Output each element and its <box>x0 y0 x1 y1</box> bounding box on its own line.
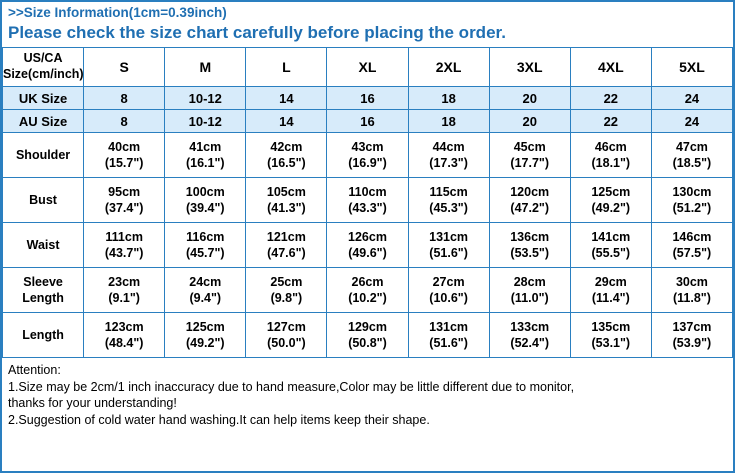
bust-5xl <box>651 178 732 223</box>
bust-xl <box>327 178 408 223</box>
bust-xl-inch: (43.3") <box>348 201 387 215</box>
length-4xl-inch: (53.1") <box>591 336 631 350</box>
sleeve-length-m-inch: (9.4") <box>189 291 222 305</box>
table-header-row <box>3 48 733 87</box>
waist-4xl <box>570 223 651 268</box>
corner-label-cell <box>3 48 84 87</box>
waist-xl-cm: 126cm <box>348 229 387 244</box>
shoulder-5xl-cm: 47cm <box>675 139 708 154</box>
sleeve-length-s <box>84 268 165 313</box>
waist-3xl <box>489 223 570 268</box>
shoulder-l-cm: 42cm <box>270 139 303 154</box>
row-label-uk-size: UK Size <box>3 87 84 110</box>
shoulder-m <box>165 133 246 178</box>
shoulder-m-cm: 41cm <box>189 139 222 154</box>
waist-4xl-cm: 141cm <box>591 229 631 244</box>
attention-section <box>2 358 733 428</box>
length-2xl <box>408 313 489 358</box>
waist-5xl-cm: 146cm <box>672 229 712 244</box>
bust-5xl-cm: 130cm <box>672 184 712 199</box>
length-5xl-inch: (53.9") <box>672 336 712 350</box>
row-label-length: Length <box>3 313 84 358</box>
length-m <box>165 313 246 358</box>
bust-xl-cm: 110cm <box>348 184 387 199</box>
waist-3xl-inch: (53.5") <box>510 246 549 260</box>
uk-size-l: 14 <box>246 87 327 110</box>
length-4xl <box>570 313 651 358</box>
length-4xl-cm: 135cm <box>591 319 631 334</box>
waist-s <box>84 223 165 268</box>
shoulder-4xl-inch: (18.1") <box>591 156 631 170</box>
waist-m-inch: (45.7") <box>185 246 225 260</box>
attention-title: Attention: <box>8 363 61 377</box>
attention-line-2: thanks for your understanding! <box>8 396 177 410</box>
shoulder-5xl <box>651 133 732 178</box>
waist-s-inch: (43.7") <box>104 246 144 260</box>
table-row-bust <box>3 178 733 223</box>
table-row-waist <box>3 223 733 268</box>
corner-label-line2: Size(cm/inch) <box>3 67 84 81</box>
sleeve-length-2xl-inch: (10.6") <box>429 291 468 305</box>
sleeve-length-xl <box>327 268 408 313</box>
table-row-sleeve-length <box>3 268 733 313</box>
au-size-2xl: 18 <box>408 110 489 133</box>
uk-size-xl: 16 <box>327 87 408 110</box>
length-3xl-cm: 133cm <box>510 319 550 334</box>
waist-3xl-cm: 136cm <box>510 229 550 244</box>
bust-2xl-cm: 115cm <box>429 184 468 199</box>
shoulder-l <box>246 133 327 178</box>
row-label-au-size: AU Size <box>3 110 84 133</box>
corner-label-line1: US/CA <box>23 51 63 66</box>
bust-2xl-inch: (45.3") <box>429 201 468 215</box>
shoulder-5xl-inch: (18.5") <box>672 156 712 170</box>
length-5xl <box>651 313 732 358</box>
waist-l-cm: 121cm <box>266 229 306 244</box>
shoulder-3xl-inch: (17.7") <box>510 156 549 170</box>
waist-s-cm: 111cm <box>105 229 143 244</box>
waist-l-inch: (47.6") <box>267 246 306 260</box>
shoulder-xl <box>327 133 408 178</box>
length-3xl <box>489 313 570 358</box>
waist-2xl-cm: 131cm <box>429 229 469 244</box>
sleeve-length-xl-inch: (10.2") <box>348 291 387 305</box>
length-xl-cm: 129cm <box>348 319 387 334</box>
waist-2xl-inch: (51.6") <box>429 246 468 260</box>
waist-4xl-inch: (55.5") <box>591 246 631 260</box>
table-row-shoulder <box>3 133 733 178</box>
column-header-xl: XL <box>327 48 408 87</box>
waist-m-cm: 116cm <box>186 229 225 244</box>
column-header-s: S <box>84 48 165 87</box>
length-s-inch: (48.4") <box>104 336 144 350</box>
shoulder-4xl <box>570 133 651 178</box>
sleeve-length-l <box>246 268 327 313</box>
shoulder-2xl <box>408 133 489 178</box>
waist-xl-inch: (49.6") <box>348 246 387 260</box>
sleeve-length-5xl <box>651 268 732 313</box>
column-header-l: L <box>246 48 327 87</box>
length-xl-inch: (50.8") <box>348 336 387 350</box>
bust-l <box>246 178 327 223</box>
length-5xl-cm: 137cm <box>672 319 712 334</box>
bust-m-cm: 100cm <box>185 184 225 199</box>
sleeve-length-l-inch: (9.8") <box>270 291 303 305</box>
uk-size-4xl: 22 <box>570 87 651 110</box>
shoulder-2xl-inch: (17.3") <box>429 156 468 170</box>
shoulder-s <box>84 133 165 178</box>
table-row-au-size <box>3 110 733 133</box>
sleeve-length-s-inch: (9.1") <box>108 291 140 305</box>
sleeve-length-4xl-cm: 29cm <box>594 274 627 289</box>
bust-5xl-inch: (51.2") <box>672 201 712 215</box>
table-row-uk-size <box>3 87 733 110</box>
bust-4xl <box>570 178 651 223</box>
waist-l <box>246 223 327 268</box>
bust-3xl-cm: 120cm <box>510 184 550 199</box>
bust-s-inch: (37.4") <box>104 201 144 215</box>
table-row-length <box>3 313 733 358</box>
shoulder-m-inch: (16.1") <box>185 156 225 170</box>
shoulder-s-inch: (15.7") <box>104 156 144 170</box>
row-label-waist: Waist <box>3 223 84 268</box>
uk-size-5xl: 24 <box>651 87 732 110</box>
column-header-5xl: 5XL <box>651 48 732 87</box>
bust-3xl <box>489 178 570 223</box>
attention-line-1: 1.Size may be 2cm/1 inch inaccuracy due to hand measure,Color may be little different due to monitor, <box>8 379 575 394</box>
bust-l-cm: 105cm <box>266 184 306 199</box>
check-size-chart-notice: Please check the size chart carefully before placing the order. <box>8 23 506 42</box>
row-label-sleeve-length: Sleeve Length <box>3 268 84 313</box>
sleeve-length-4xl-inch: (11.4") <box>591 291 630 305</box>
bust-3xl-inch: (47.2") <box>510 201 549 215</box>
au-size-xl: 16 <box>327 110 408 133</box>
bust-4xl-cm: 125cm <box>591 184 631 199</box>
bust-l-inch: (41.3") <box>267 201 306 215</box>
au-size-s: 8 <box>84 110 165 133</box>
bust-4xl-inch: (49.2") <box>591 201 631 215</box>
shoulder-l-inch: (16.5") <box>267 156 306 170</box>
waist-2xl <box>408 223 489 268</box>
length-l-inch: (50.0") <box>267 336 306 350</box>
bust-m <box>165 178 246 223</box>
shoulder-3xl-cm: 45cm <box>513 139 546 154</box>
length-m-inch: (49.2") <box>185 336 225 350</box>
length-2xl-cm: 131cm <box>429 319 469 334</box>
shoulder-xl-cm: 43cm <box>351 139 384 154</box>
waist-5xl <box>651 223 732 268</box>
shoulder-s-cm: 40cm <box>108 139 141 154</box>
sleeve-length-s-cm: 23cm <box>108 274 141 289</box>
length-2xl-inch: (51.6") <box>429 336 468 350</box>
shoulder-3xl <box>489 133 570 178</box>
bust-s-cm: 95cm <box>108 184 141 199</box>
uk-size-3xl: 20 <box>489 87 570 110</box>
sleeve-length-3xl-cm: 28cm <box>513 274 546 289</box>
au-size-5xl: 24 <box>651 110 732 133</box>
column-header-2xl: 2XL <box>408 48 489 87</box>
sleeve-length-3xl <box>489 268 570 313</box>
length-l <box>246 313 327 358</box>
bust-m-inch: (39.4") <box>185 201 225 215</box>
sleeve-length-5xl-inch: (11.8") <box>672 291 711 305</box>
waist-m <box>165 223 246 268</box>
length-s <box>84 313 165 358</box>
sleeve-length-5xl-cm: 30cm <box>675 274 708 289</box>
sleeve-length-2xl <box>408 268 489 313</box>
shoulder-2xl-cm: 44cm <box>432 139 465 154</box>
length-xl <box>327 313 408 358</box>
sleeve-length-2xl-cm: 27cm <box>432 274 465 289</box>
uk-size-m: 10-12 <box>165 87 246 110</box>
uk-size-2xl: 18 <box>408 87 489 110</box>
bust-2xl <box>408 178 489 223</box>
waist-xl <box>327 223 408 268</box>
column-header-3xl: 3XL <box>489 48 570 87</box>
attention-line-3: 2.Suggestion of cold water hand washing.It can help items keep their shape. <box>8 412 430 427</box>
length-3xl-inch: (52.4") <box>510 336 549 350</box>
uk-size-s: 8 <box>84 87 165 110</box>
shoulder-4xl-cm: 46cm <box>594 139 627 154</box>
shoulder-xl-inch: (16.9") <box>348 156 387 170</box>
length-m-cm: 125cm <box>185 319 225 334</box>
au-size-l: 14 <box>246 110 327 133</box>
au-size-3xl: 20 <box>489 110 570 133</box>
column-header-m: M <box>165 48 246 87</box>
waist-5xl-inch: (57.5") <box>672 246 712 260</box>
sleeve-length-4xl <box>570 268 651 313</box>
bust-s <box>84 178 165 223</box>
length-s-cm: 123cm <box>104 319 144 334</box>
size-chart-table <box>2 47 733 358</box>
sleeve-length-m-cm: 24cm <box>189 274 222 289</box>
column-header-4xl: 4XL <box>570 48 651 87</box>
length-l-cm: 127cm <box>266 319 306 334</box>
sleeve-length-xl-cm: 26cm <box>351 274 384 289</box>
row-label-shoulder: Shoulder <box>3 133 84 178</box>
row-label-bust: Bust <box>3 178 84 223</box>
au-size-m: 10-12 <box>165 110 246 133</box>
au-size-4xl: 22 <box>570 110 651 133</box>
size-information-heading: >>Size Information(1cm=0.39inch) <box>8 5 227 20</box>
sleeve-length-m <box>165 268 246 313</box>
sleeve-length-3xl-inch: (11.0") <box>510 291 549 305</box>
sleeve-length-l-cm: 25cm <box>270 274 303 289</box>
